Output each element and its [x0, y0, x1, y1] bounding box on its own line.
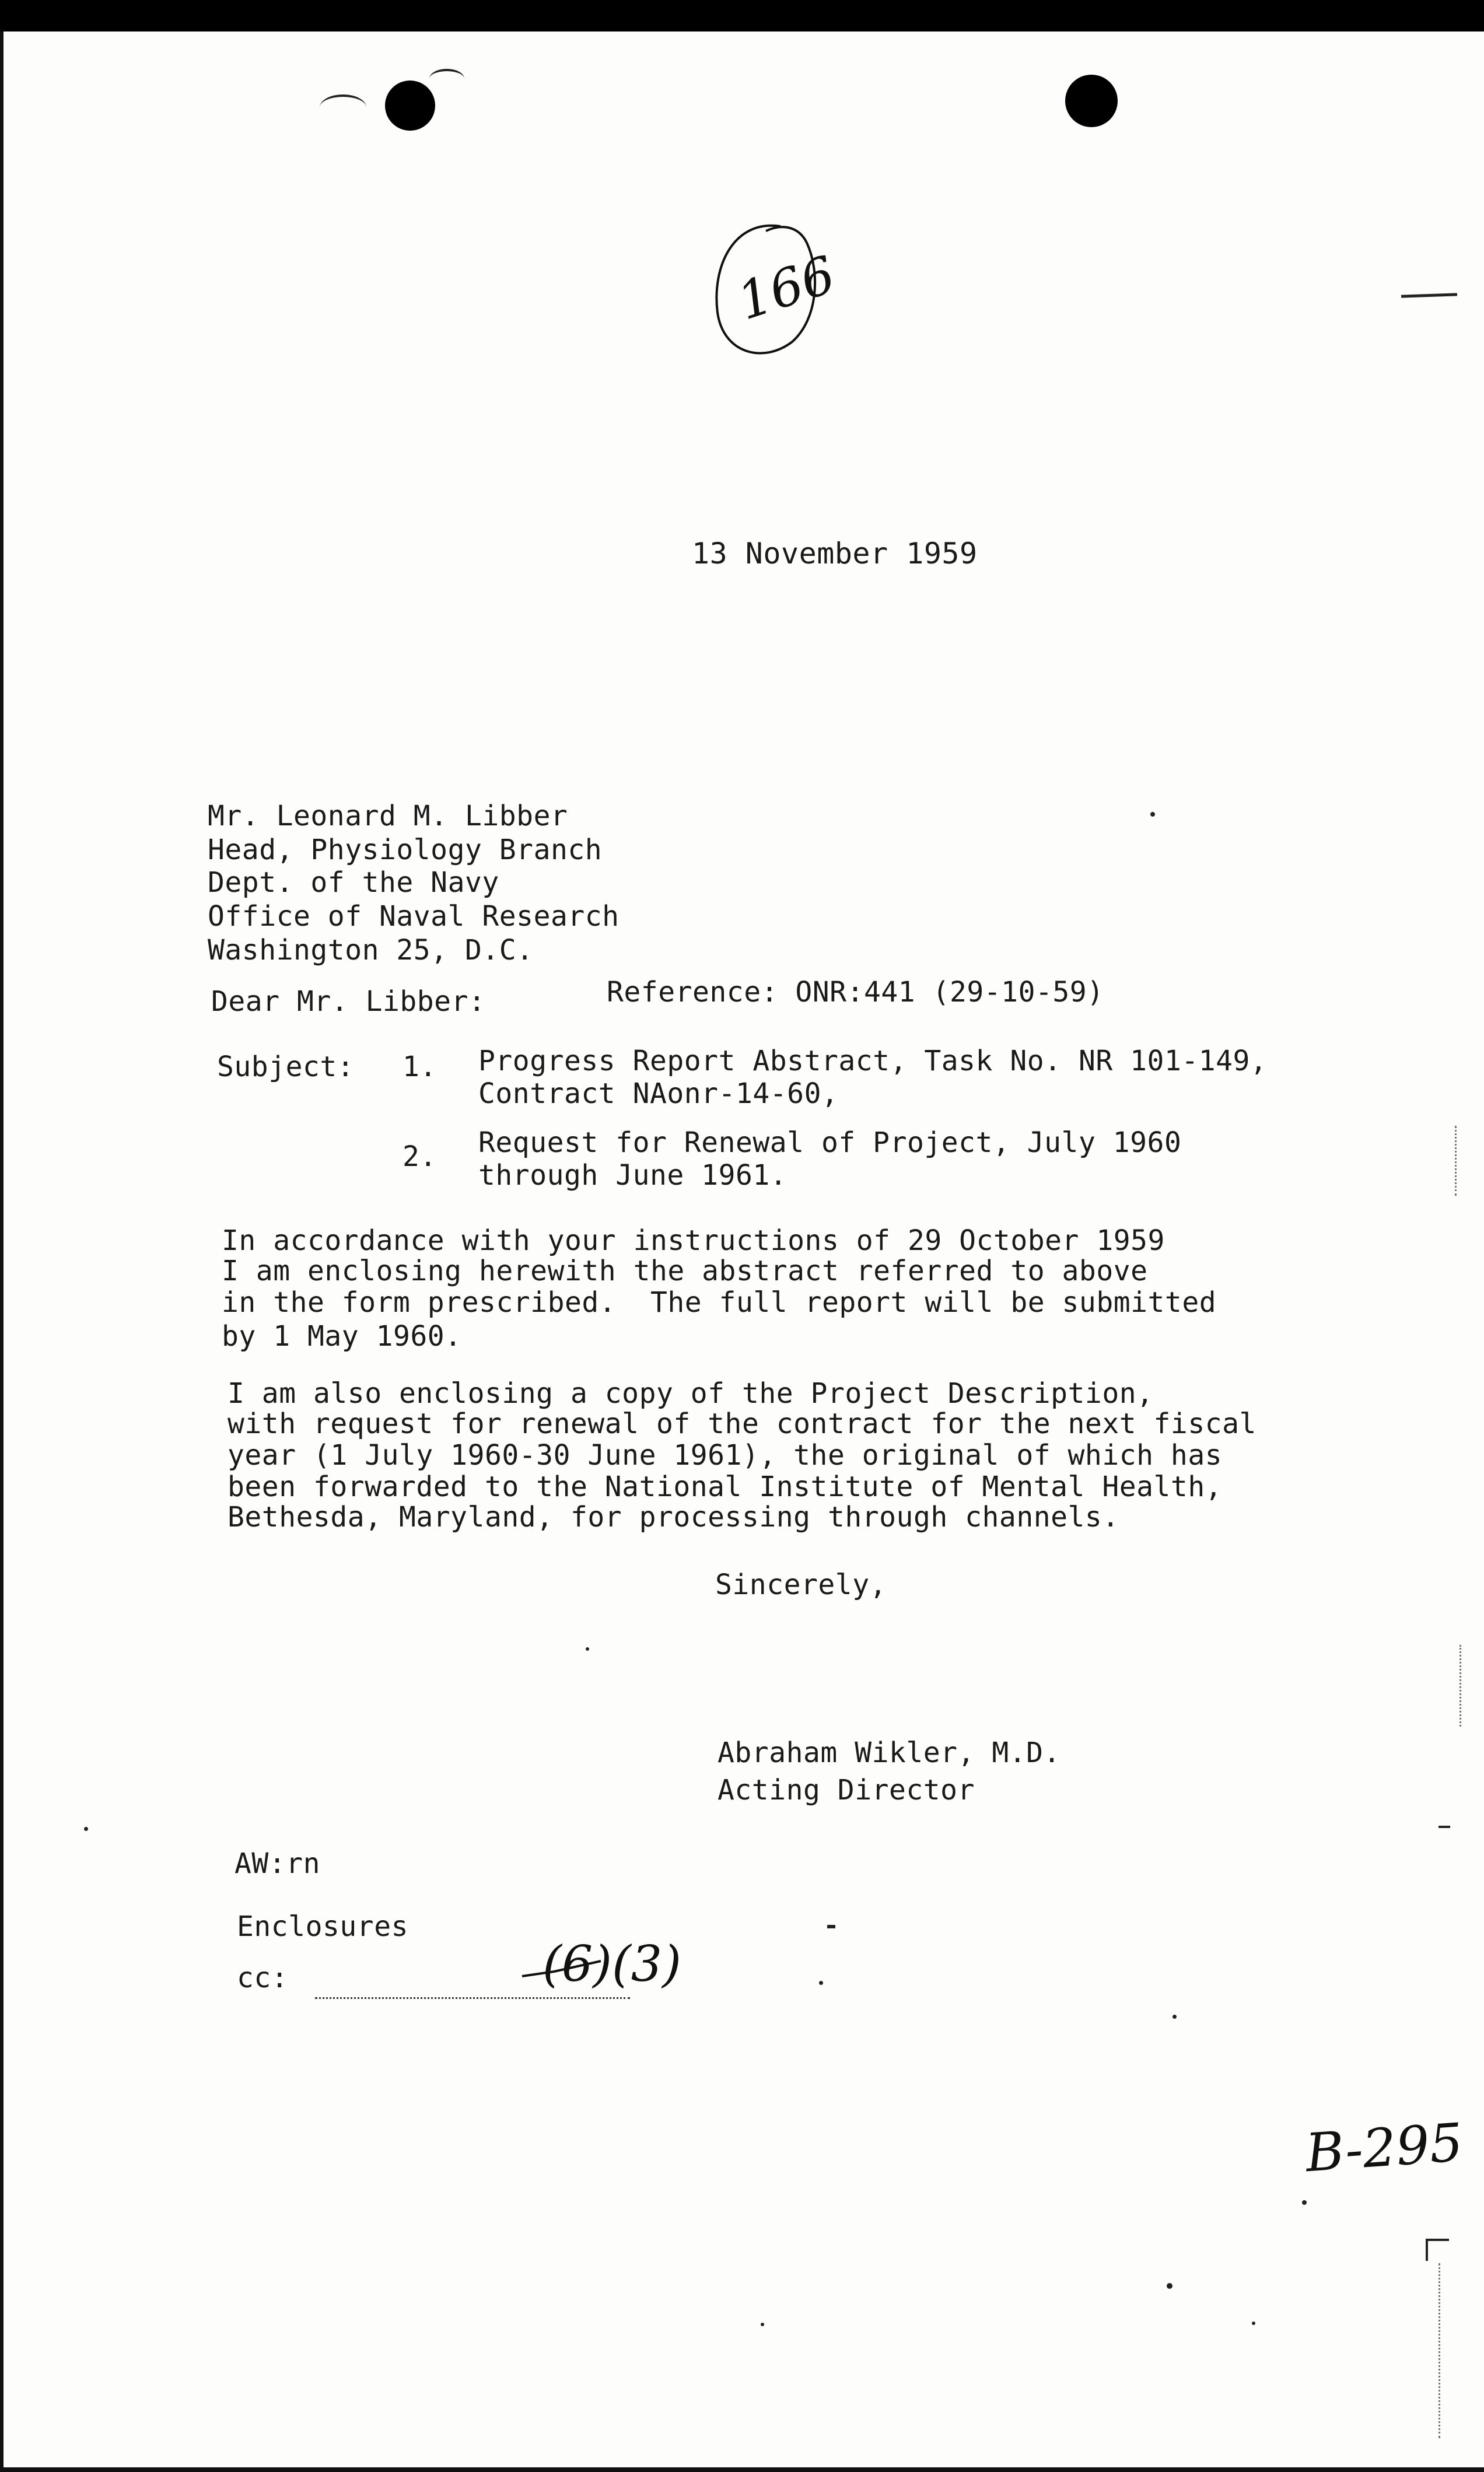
scan-speck [1302, 2200, 1307, 2205]
scan-left-border [0, 31, 4, 2472]
scan-speck [761, 2323, 764, 2326]
scan-speck [819, 1981, 823, 1985]
paragraph-1-line: by 1 May 1960. [222, 1320, 462, 1353]
recipient-office: Office of Naval Research [208, 900, 620, 933]
scan-speck [1167, 2283, 1172, 2289]
scan-speck [84, 1827, 88, 1831]
subject-item-2-line-2: through June 1961. [478, 1159, 788, 1192]
scan-speck [1252, 2322, 1255, 2325]
closing: Sincerely, [715, 1568, 887, 1601]
corner-bracket-mark [1426, 2239, 1449, 2261]
typist-initials: AW:rn [235, 1847, 320, 1880]
margin-speckle [1455, 1126, 1458, 1196]
enclosures-label: Enclosures [237, 1910, 408, 1943]
recipient-department: Dept. of the Navy [208, 866, 499, 899]
paragraph-1-line: In accordance with your instructions of 29 October 1959 [222, 1224, 1165, 1257]
letter-date: 13 November 1959 [692, 537, 978, 570]
recipient-title: Head, Physiology Branch [208, 834, 603, 866]
scan-speck [586, 1647, 589, 1651]
subject-item-number: 1. [402, 1051, 437, 1083]
signatory-title: Acting Director [718, 1774, 975, 1806]
recipient-name: Mr. Leonard M. Libber [208, 800, 568, 832]
recipient-city: Washington 25, D.C. [208, 934, 534, 967]
salutation: Dear Mr. Libber: [211, 985, 486, 1018]
margin-speckle [827, 1925, 835, 1928]
cc-handwritten-note [542, 1935, 681, 1993]
paragraph-2-line: Bethesda, Maryland, for processing through channels. [228, 1501, 1119, 1533]
circled-number-text: 166 [730, 244, 842, 332]
cc-blank-line [315, 1997, 630, 1999]
cc-label: cc: [237, 1962, 289, 1994]
punch-hole-left [385, 80, 435, 131]
paragraph-2-line: with request for renewal of the contract for the next fiscal [228, 1407, 1256, 1440]
paragraph-2-line: been forwarded to the National Institute of Mental Health, [228, 1470, 1223, 1503]
subject-item-2-line-1: Request for Renewal of Project, July 1960 [478, 1126, 1182, 1159]
margin-speckle [1438, 1826, 1450, 1828]
paragraph-2-line: year (1 July 1960-30 June 1961), the original of which has [228, 1439, 1223, 1472]
cc-handwritten-text: (6)(3) [542, 1935, 681, 1993]
signatory-name: Abraham Wikler, M.D. [718, 1736, 1060, 1769]
scan-bottom-border [0, 2467, 1484, 2472]
punch-hole-arc [320, 94, 366, 120]
subject-item-1-line-1: Progress Report Abstract, Task No. NR 101-149, [478, 1045, 1268, 1077]
scan-top-border [0, 0, 1484, 31]
circled-page-number [710, 219, 842, 365]
margin-dash-mark [1401, 293, 1457, 297]
margin-speckle [1460, 1645, 1463, 1727]
subject-label: Subject: [217, 1051, 355, 1083]
reference-line: Reference: ONR:441 (29-10-59) [607, 976, 1104, 1009]
checkmark-stroke [519, 1959, 607, 1982]
subject-item-number: 2. [402, 1140, 437, 1173]
margin-speckle [1438, 2263, 1442, 2438]
scan-speck [1172, 2015, 1177, 2019]
paragraph-2-line: I am also enclosing a copy of the Project Description, [228, 1377, 1154, 1410]
subject-item-1-line-2: Contract NAonr-14-60, [478, 1077, 839, 1110]
scan-speck [1150, 812, 1155, 817]
document-number: B-295 [1303, 2112, 1465, 2184]
punch-hole-arc [429, 69, 464, 89]
punch-hole-right [1065, 75, 1118, 127]
paragraph-1-line: I am enclosing herewith the abstract referred to above [222, 1255, 1148, 1287]
paragraph-1-line: in the form prescribed. The full report will be submitted [222, 1286, 1217, 1319]
